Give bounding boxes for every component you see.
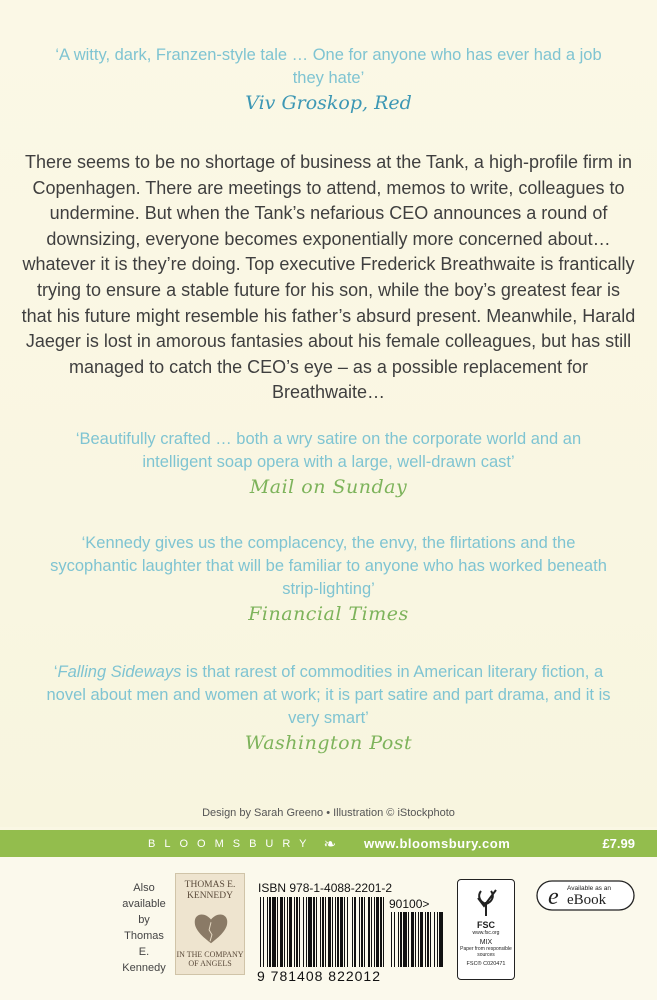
barcode-bar [398,912,399,967]
addon-barcode-icon [389,912,444,967]
quote-attribution: Washington Post [244,732,413,754]
barcode-bar [359,897,360,967]
barcode-bar [403,912,407,967]
quote-mail-on-sunday [40,428,617,499]
barcode-digits: 9 781408 822012 [257,968,381,984]
quote-text: is that rarest of commodities in American literary fiction, a novel about men and women at work; it is part satire and part drama, and it is very smart’ [46,663,611,727]
tree-check-icon [472,886,500,918]
barcode-bar [313,897,315,967]
barcode-bar [337,897,339,967]
barcode-bar [380,897,382,967]
barcode-bar [284,897,285,967]
barcode-bar [328,897,331,967]
barcode-bar [322,897,324,967]
barcode-bar [437,912,438,967]
quote-attribution: Financial Times [248,603,409,625]
barcode-bar [306,897,307,967]
quote-attribution: Viv Groskop, Red [245,92,412,114]
barcode-bar [420,912,423,967]
isbn-label: ISBN 978-1-4088-2201-2 [258,881,393,895]
barcode-bar [272,897,276,967]
barcode-bar [347,897,348,967]
barcode-bar [434,912,435,967]
fsc-site: www.fsc.org [472,930,500,936]
barcode-bar [371,897,372,967]
barcode-bar [294,897,295,967]
barcode-bar [352,897,353,967]
ebook-e-icon: e [548,884,559,910]
barcode-bar [374,897,375,967]
publisher-band [0,830,657,857]
synopsis: There seems to be no shortage of business at the Tank, a high-profile firm in Copenhagen. There are meetings to attend, memos to write, colleagues to undermine. But when the Tank’s nefarious CEO announces a round of downsizing, everyone becomes exponentially more concerned about… whatever it is they’re doing. Top executive Frederick Breathwaite is frantically trying to ensure a stable future for his son, while the boy’s greatest fear is that his future might resemble his father’s absurd present. Meanwhile, Harald Jaeger is lost in amorous fantasies about his female colleagues, but has still managed to catch the CEO’s eye – as a possible replacement for Breathwaite… [21,152,636,403]
quote-red [40,44,617,115]
barcode-bar [394,912,395,967]
barcode-bar [344,897,345,967]
barcode-bar [280,897,283,967]
ebook-label: eBook [567,892,607,908]
barcode-bar [427,912,429,967]
fsc-name: FSC [477,920,495,930]
barcode-bar [316,897,317,967]
price: £7.99 [602,836,635,851]
barcode-icon [258,897,386,967]
ebook-available: Available as an [567,885,611,892]
barcode-bar [383,897,384,967]
barcode-bar [368,897,370,967]
quote-book-title: Falling Sideways [57,663,182,681]
quote-text: ‘Kennedy gives us the complacency, the envy, the flirtations and the sycophantic laughter that will be familiar to anyone who has worked beneath strip-lighting’ [50,534,607,598]
barcode-bar [263,897,264,967]
other-book-title: IN THE COMPANY OF ANGELS [176,950,244,968]
also-available-label: Also available by Thomas E. Kennedy [122,882,166,974]
barcode-bar [354,897,356,967]
barcode-bar [325,897,326,967]
barcode-bar [439,912,443,967]
barcode-bar [430,912,431,967]
barcode-addon: 90100> [389,897,430,911]
other-book-cover [175,873,245,975]
fsc-logo [457,879,515,980]
barcode-bar [418,912,419,967]
fsc-mix: MIX [479,939,493,946]
quote-washington-post [40,661,617,755]
barcode-bar [335,897,336,967]
barcode-bar [287,897,288,967]
publisher-website: www.bloomsbury.com [364,836,511,851]
barcode-bar [332,897,333,967]
quote-text: ‘Beautifully crafted … both a wry satire on the corporate world and an intelligent soap opera with a large, well-drawn cast’ [75,430,582,471]
barcode-bar [303,897,304,967]
quote-financial-times [40,532,617,626]
quote-text: ‘A witty, dark, Franzen-style tale … One for anyone who has ever had a job they hate’ [55,46,602,87]
barcode-bar [296,897,298,967]
barcode-bar [299,897,300,967]
barcode-bar [361,897,363,967]
fsc-desc: Paper from responsible sources [460,946,512,958]
barcode-bar [408,912,409,967]
barcode-bar [391,912,392,967]
other-book-author: THOMAS E. KENNEDY [184,880,236,901]
design-credit: Design by Sarah Greeno • Illustration © iStockphoto [202,807,455,819]
fsc-code: FSC® C020471 [466,961,506,967]
barcode-bar [400,912,402,967]
stone-heart-icon [192,909,230,947]
barcode-bar [277,897,278,967]
barcode-bar [267,897,268,967]
barcode-bar [340,897,343,967]
barcode-bar [269,897,271,967]
barcode-bar [411,912,414,967]
barcode-bar [260,897,261,967]
barcode-bar [308,897,312,967]
barcode-bar [364,897,365,967]
barcode-bar [415,912,416,967]
barcode-bar [425,912,426,967]
publisher-name: BLOOMSBURY [148,837,316,850]
barcode-bar [289,897,292,967]
barcode-bar [320,897,321,967]
quote-open-mark: ‘ [53,663,58,681]
barcode-bar [376,897,379,967]
quote-attribution: Mail on Sunday [249,476,408,498]
ebook-badge [536,880,635,911]
bloomsbury-logo-icon: ❧ [323,835,337,853]
